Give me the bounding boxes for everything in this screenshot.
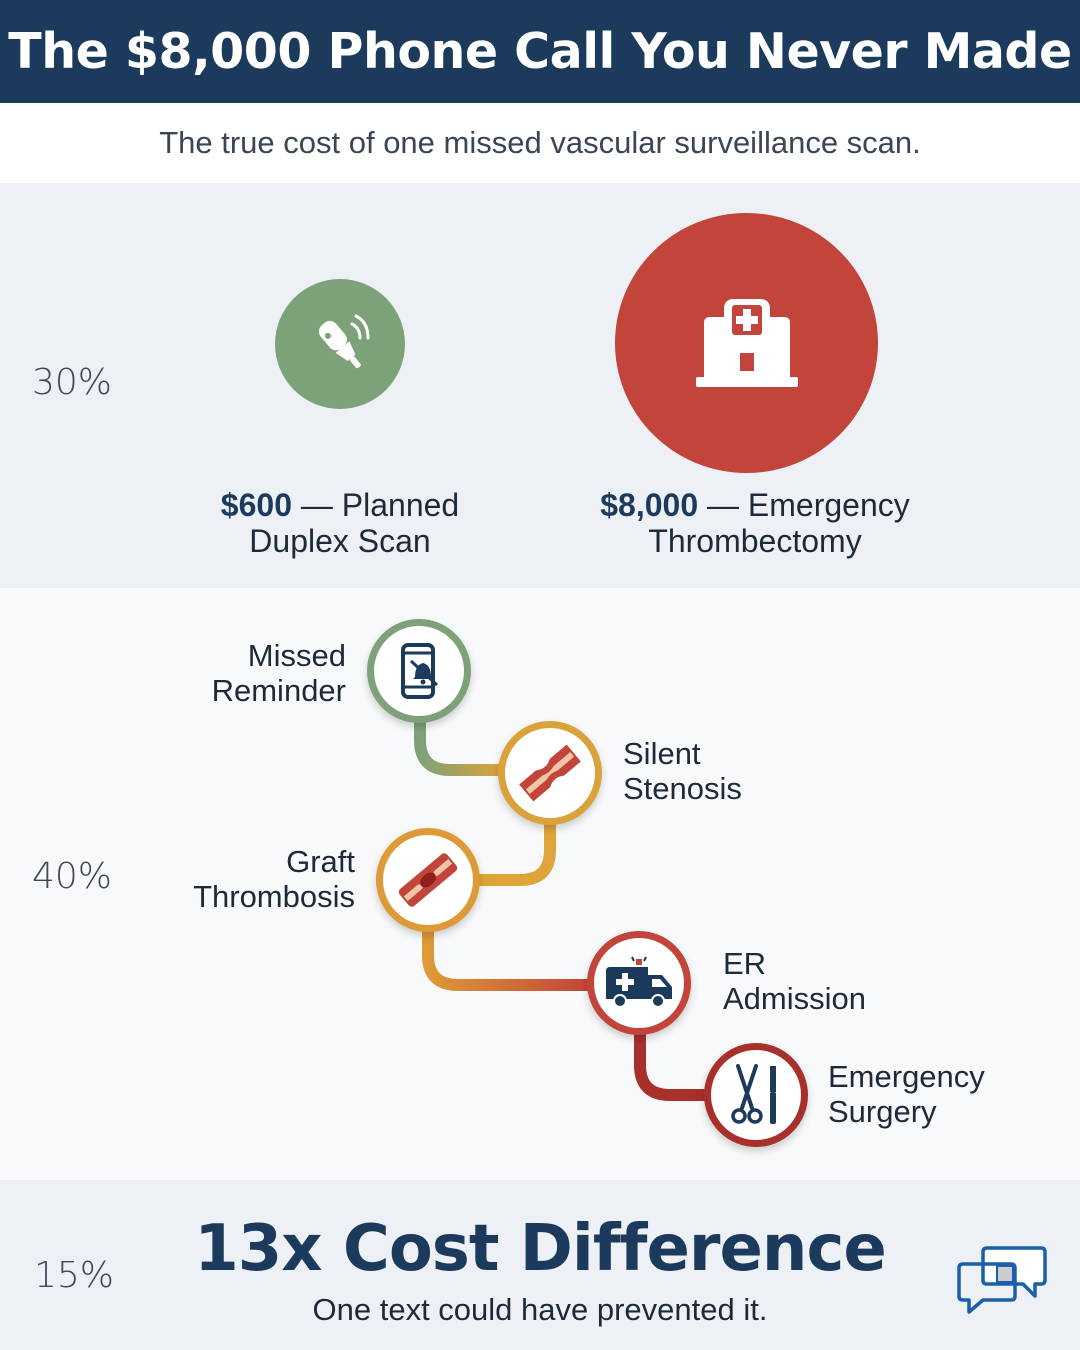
step-label-graft-thrombosis bbox=[150, 844, 355, 914]
header-bar bbox=[0, 0, 1080, 103]
step-node-er-admission bbox=[587, 931, 691, 1035]
step-label-line2: Stenosis bbox=[623, 771, 742, 806]
phone-muted-bell-icon bbox=[389, 641, 449, 701]
step-label-line2: Surgery bbox=[828, 1094, 937, 1129]
step-node-missed-reminder bbox=[367, 619, 471, 723]
emergency-amount: $8,000 bbox=[600, 487, 699, 523]
hospital-icon bbox=[692, 293, 802, 393]
step-label-emergency-surgery bbox=[828, 1059, 1028, 1129]
step-label-missed-reminder bbox=[160, 638, 346, 708]
emergency-text: — Emergency bbox=[698, 487, 910, 523]
planned-scan-text-line2: Duplex Scan bbox=[249, 523, 431, 559]
percent-label-middle: 40% bbox=[32, 856, 113, 897]
emergency-text-line2: Thrombectomy bbox=[648, 523, 862, 559]
surgical-tools-icon bbox=[726, 1062, 786, 1128]
planned-scan-label bbox=[190, 487, 490, 559]
step-node-silent-stenosis bbox=[498, 721, 602, 825]
step-label-silent-stenosis bbox=[623, 736, 823, 806]
step-label-line2: Reminder bbox=[211, 673, 346, 708]
percent-label-bottom: 15% bbox=[34, 1255, 115, 1296]
chat-bubbles-icon bbox=[955, 1244, 1049, 1316]
page-subtitle: The true cost of one missed vascular surveillance scan. bbox=[0, 103, 1080, 183]
planned-scan-circle bbox=[275, 279, 405, 409]
summary-tagline: One text could have prevented it. bbox=[312, 1292, 768, 1327]
planned-scan-text: — Planned bbox=[291, 487, 460, 523]
step-label-line1: Graft bbox=[286, 844, 355, 879]
ultrasound-probe-icon bbox=[300, 304, 380, 384]
emergency-thrombectomy-circle bbox=[615, 213, 878, 473]
page-title: The $8,000 Phone Call You Never Made bbox=[8, 23, 1072, 80]
step-label-line1: ER bbox=[723, 946, 767, 981]
step-label-er-admission bbox=[723, 946, 923, 1016]
planned-scan-amount: $600 bbox=[220, 487, 292, 523]
step-label-line1: Emergency bbox=[828, 1059, 985, 1094]
clotted-vessel-icon bbox=[395, 847, 461, 913]
step-node-graft-thrombosis bbox=[376, 828, 480, 932]
emergency-thrombectomy-label bbox=[560, 487, 950, 559]
step-label-line1: Missed bbox=[247, 638, 346, 673]
step-label-line2: Thrombosis bbox=[193, 879, 355, 914]
cost-difference-headline: 13x Cost Difference bbox=[194, 1212, 886, 1286]
step-label-line1: Silent bbox=[623, 736, 701, 771]
step-node-emergency-surgery bbox=[704, 1043, 808, 1147]
ambulance-icon bbox=[602, 953, 676, 1013]
step-label-line2: Admission bbox=[723, 981, 866, 1016]
narrowed-vessel-icon bbox=[517, 740, 583, 806]
percent-label-top: 30% bbox=[32, 362, 113, 403]
